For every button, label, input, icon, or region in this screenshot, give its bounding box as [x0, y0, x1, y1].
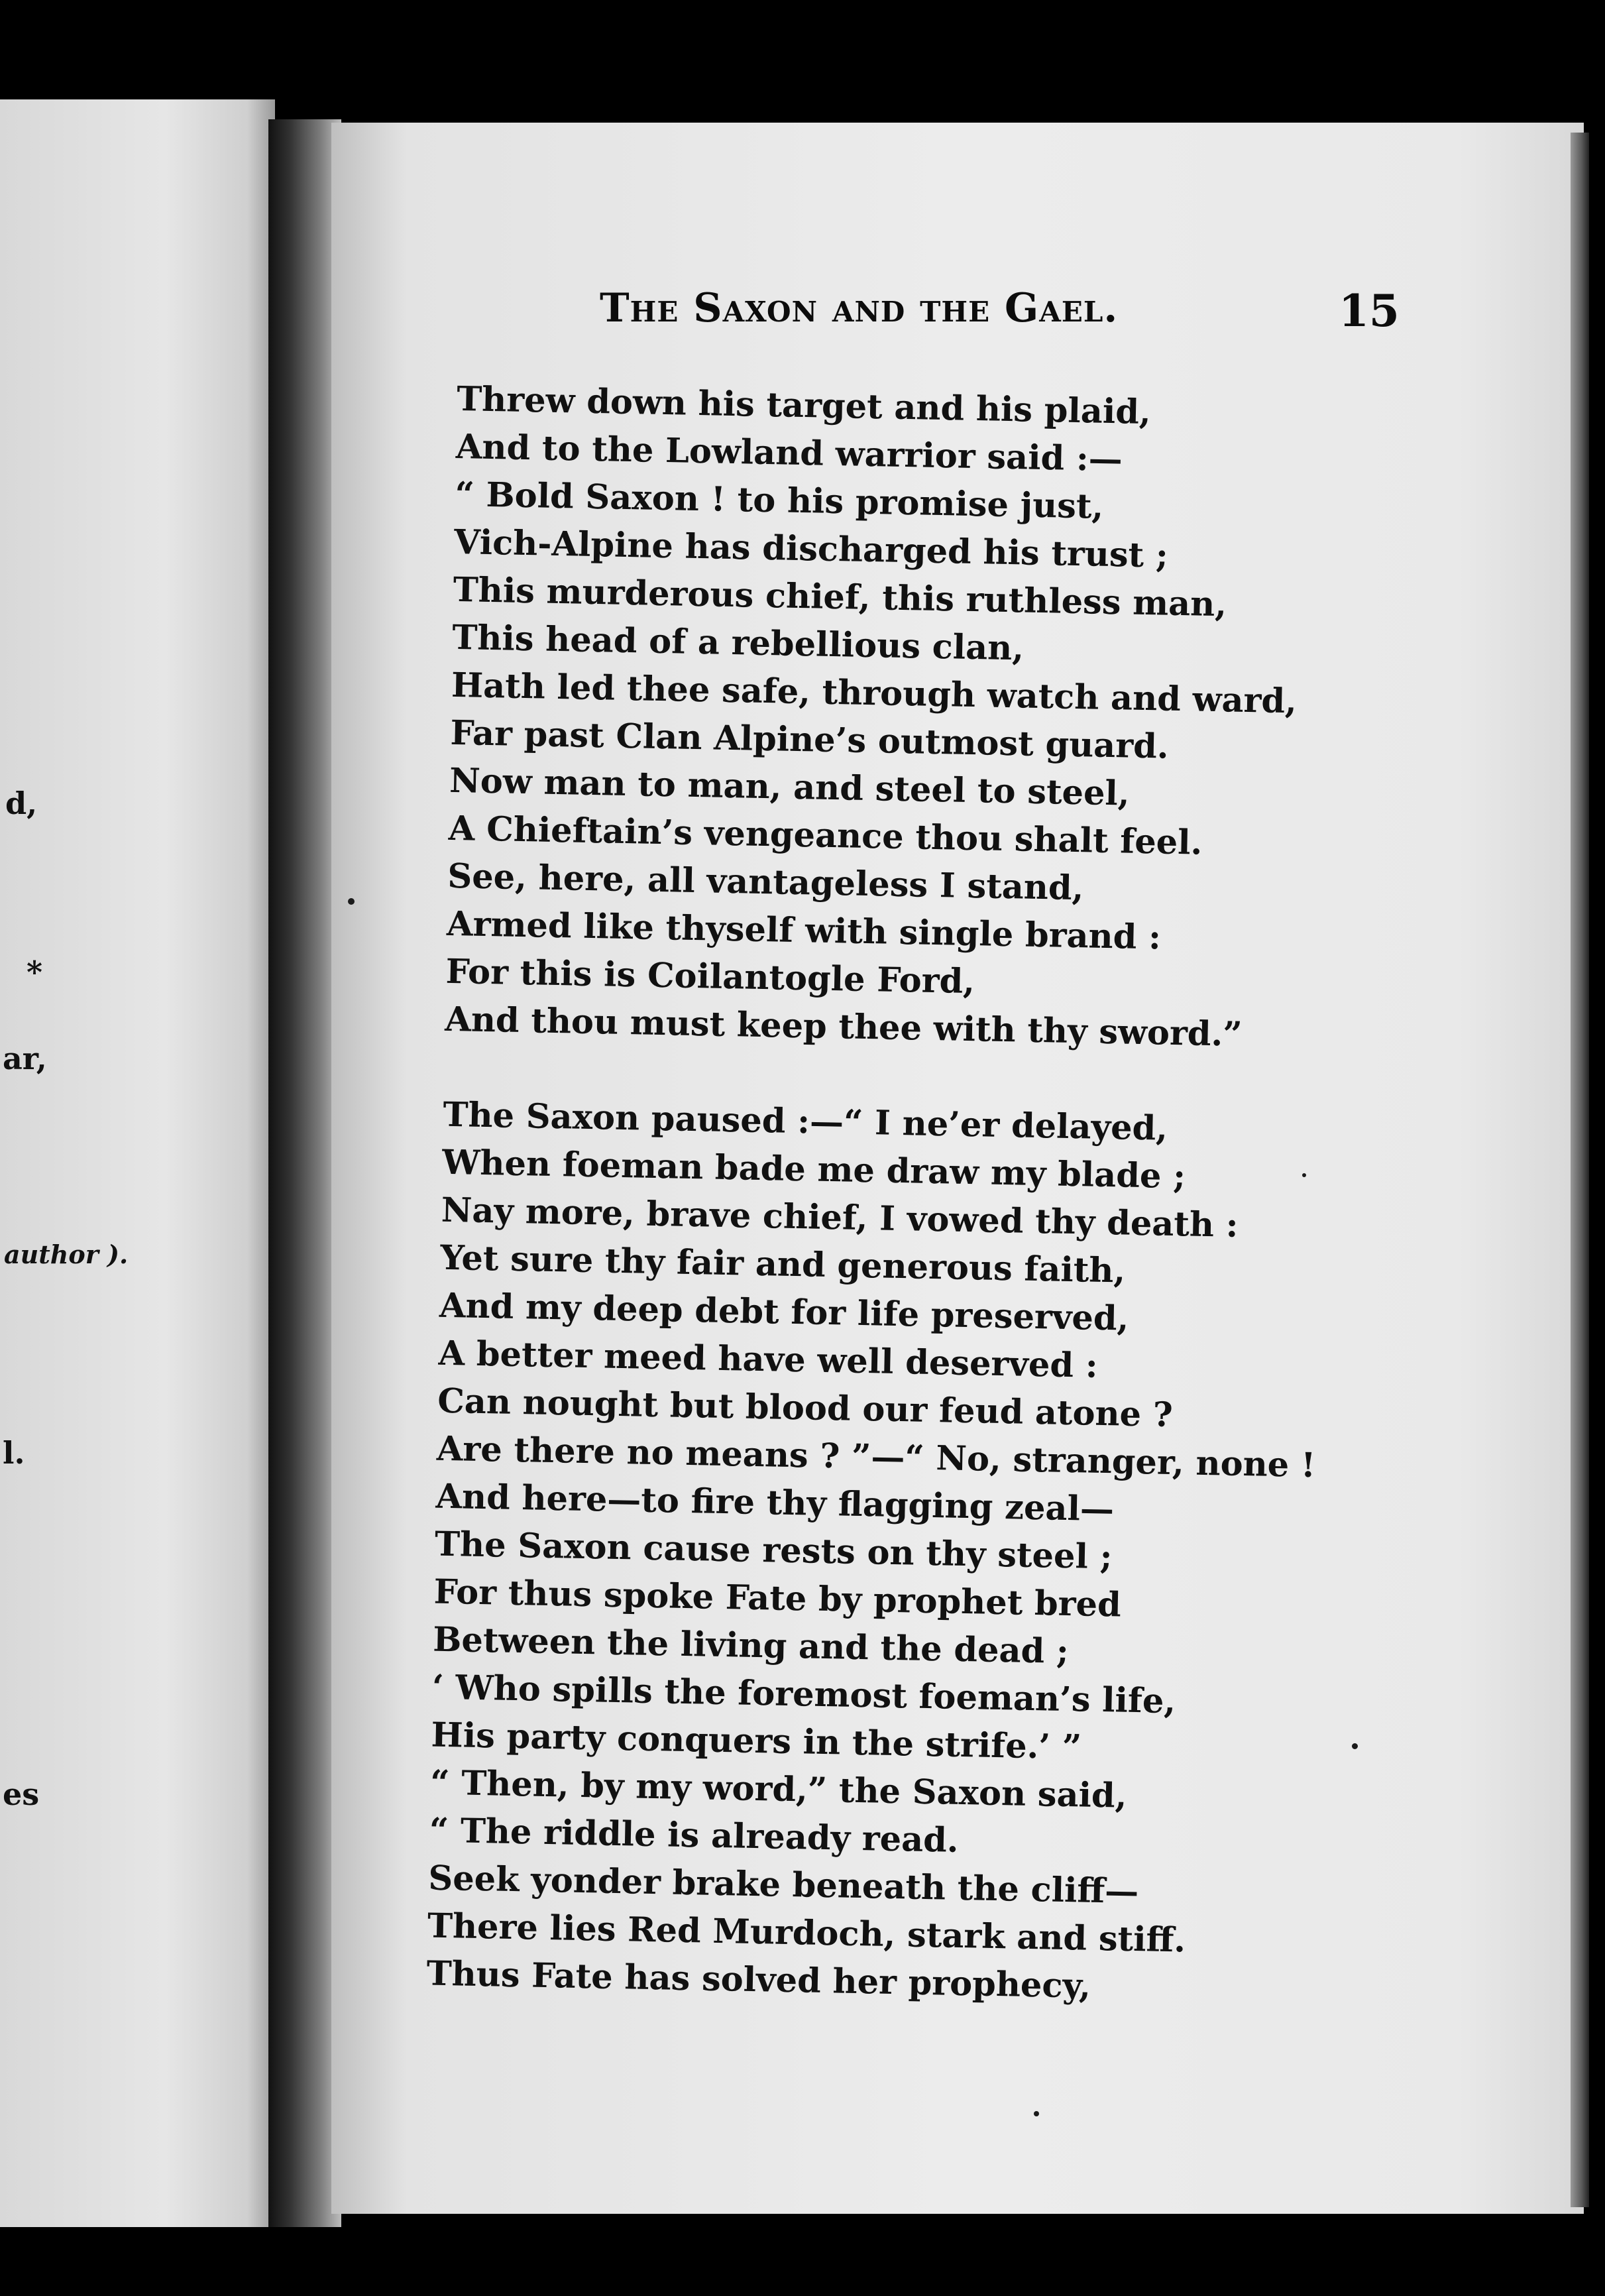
poem-line: This murderous chief, this ruthless man,	[453, 569, 1227, 625]
poem-line: “ Then, by my word,” the Saxon said,	[429, 1762, 1127, 1816]
poem-line: “ The riddle is already read.	[429, 1810, 960, 1861]
poem-line: Nay more, brave chief, I vowed thy death :	[441, 1190, 1239, 1245]
poem-line: The Saxon cause rests on thy steel ;	[434, 1524, 1113, 1578]
poem-text	[426, 375, 1345, 2014]
poem-line: Far past Clan Alpine’s outmost guard.	[450, 713, 1170, 767]
poem-line: His party conquers in the strife.’ ”	[431, 1715, 1082, 1768]
poem-line: For thus spoke Fate by prophet bred	[433, 1572, 1122, 1625]
poem-line: And my deep debt for life preserved,	[439, 1285, 1129, 1339]
poem-line: A better meed have well deserved :	[438, 1333, 1099, 1386]
left-page-fragment: l.	[3, 1435, 25, 1471]
poem-line: Are there no means ? ”—“ No, stranger, none !	[436, 1428, 1316, 1486]
page-edge	[1571, 133, 1589, 2207]
book-gutter	[268, 119, 341, 2227]
poem-line: For this is Coilantogle Ford,	[445, 951, 975, 1002]
left-page-fragment: author ).	[4, 1239, 129, 1269]
poem-line: And to the Lowland warrior said :—	[455, 426, 1123, 480]
running-head	[600, 285, 1395, 338]
poem-line: Hath led thee safe, through watch and ward,	[451, 665, 1298, 722]
left-page-fragment: *	[27, 954, 43, 990]
poem-line: See, here, all vantageless I stand,	[447, 856, 1084, 909]
poem-line: And here—to fire thy flagging zeal—	[435, 1476, 1115, 1530]
left-facing-page	[0, 99, 275, 2227]
page-number: 15	[1339, 285, 1400, 337]
left-page-fragment: d,	[5, 785, 38, 821]
ink-speck	[1302, 1173, 1306, 1177]
poem-line: This head of a rebellious clan,	[451, 617, 1024, 669]
ink-speck	[1352, 1743, 1358, 1749]
poem-line: Yet sure thy fair and generous faith,	[439, 1237, 1126, 1291]
poem-line: Threw down his target and his plaid,	[456, 378, 1152, 433]
left-page-fragment: ar,	[3, 1041, 47, 1076]
poem-line: ‘ Who spills the foremost foeman’s life,	[431, 1667, 1176, 1722]
poem-line: Vich-Alpine has discharged his trust ;	[453, 522, 1169, 576]
poem-line: A Chieftain’s vengeance thou shalt feel.	[448, 808, 1203, 863]
poem-line: Can nought but blood our feud atone ?	[437, 1381, 1174, 1436]
poem-line: The Saxon paused :—“ I ne’er delayed,	[442, 1094, 1168, 1149]
stanza	[426, 1091, 1331, 2014]
poem-line: Thus Fate has solved her prophecy,	[426, 1953, 1091, 2006]
ink-speck	[348, 898, 355, 905]
ink-speck	[1034, 2111, 1039, 2116]
left-page-fragment: es	[3, 1776, 40, 1812]
running-head-title: The Saxon and the Gael.	[600, 285, 1119, 331]
poem-line: Between the living and the dead ;	[432, 1619, 1070, 1672]
stanza	[445, 375, 1345, 1061]
poem-line: There lies Red Murdoch, stark and stiff.	[427, 1906, 1186, 1961]
poem-line: When foeman bade me draw my blade ;	[441, 1142, 1186, 1197]
poem-line: “ Bold Saxon ! to his promise just,	[454, 474, 1104, 527]
poem-line: Seek yonder brake beneath the cliff—	[427, 1858, 1139, 1912]
poem-line: And thou must keep thee with thy sword.”	[444, 999, 1243, 1055]
poem-line: Armed like thyself with single brand :	[446, 903, 1162, 958]
poem-line: Now man to man, and steel to steel,	[449, 760, 1131, 814]
